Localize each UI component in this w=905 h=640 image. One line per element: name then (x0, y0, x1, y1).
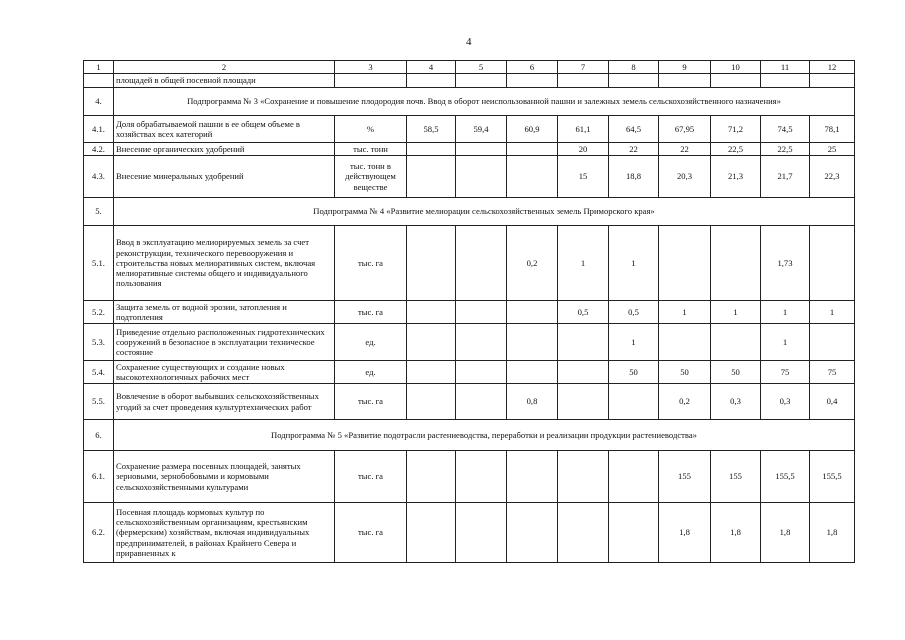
table-row (84, 156, 855, 198)
value-cell: 0,2 (507, 226, 558, 301)
unit-cell: % (335, 116, 407, 143)
indicator-name: Доля обрабатываемой пашни в ее общем объеме в хозяйствах всех категорий (114, 116, 335, 143)
section-number: 6. (84, 420, 114, 451)
indicator-name: Внесение минеральных удобрений (114, 156, 335, 198)
value-cell: 1 (558, 226, 609, 301)
column-header: 8 (609, 61, 659, 74)
row-number: 5.5. (84, 384, 114, 420)
value-cell (609, 503, 659, 563)
value-cell (558, 384, 609, 420)
value-cell (609, 384, 659, 420)
value-cell (456, 451, 507, 503)
value-cell (507, 451, 558, 503)
indicator-name: Сохранение размера посевных площадей, занятых зерновыми, зернобобовыми и кормовыми сельскохозяйственными культурами (114, 451, 335, 503)
row-number: 4.1. (84, 116, 114, 143)
table-row (84, 143, 855, 156)
value-cell (456, 324, 507, 361)
value-cell (407, 156, 456, 198)
value-cell (407, 361, 456, 384)
unit-cell: тыс. га (335, 503, 407, 563)
value-cell: 0,4 (810, 384, 855, 420)
value-cell (456, 301, 507, 324)
indicator-name: Внесение органических удобрений (114, 143, 335, 156)
value-cell: 0,2 (659, 384, 711, 420)
value-cell: 155,5 (810, 451, 855, 503)
unit-cell: тыс. га (335, 226, 407, 301)
indicator-name: Вовлечение в оборот выбывших сельскохозяйственных угодий за счет проведения культуртехнических работ (114, 384, 335, 420)
value-cell (407, 384, 456, 420)
value-cell (711, 226, 761, 301)
value-cell (558, 451, 609, 503)
column-header: 5 (456, 61, 507, 74)
value-cell: 155,5 (761, 451, 810, 503)
table-row (84, 503, 855, 563)
row-number: 6.2. (84, 503, 114, 563)
page-number: 4 (466, 36, 472, 48)
value-cell: 1 (810, 301, 855, 324)
section-number: 4. (84, 88, 114, 116)
unit-cell: тыс. тонн в действующем веществе (335, 156, 407, 198)
value-cell: 75 (761, 361, 810, 384)
value-cell (407, 324, 456, 361)
value-cell (456, 361, 507, 384)
value-cell (407, 503, 456, 563)
value-cell (335, 74, 407, 88)
indicator-name: Ввод в эксплуатацию мелиорируемых земель за счет реконструкции, технического перевооружения и строительства новых мелиоративных систем, включая мелиоративные системы общего и индивидуального пользования (114, 226, 335, 301)
column-header: 7 (558, 61, 609, 74)
value-cell: 22,5 (761, 143, 810, 156)
column-header: 11 (761, 61, 810, 74)
row-number: 5.3. (84, 324, 114, 361)
table-row (84, 324, 855, 361)
value-cell: 78,1 (810, 116, 855, 143)
value-cell: 1,8 (810, 503, 855, 563)
section-number: 5. (84, 198, 114, 226)
value-cell: 1,8 (711, 503, 761, 563)
indicator-name: Посевная площадь кормовых культур по сельскохозяйственным организациям, крестьянским (фермерским) хозяйствам, включая индивидуальных предпринимателей, в районах Крайнего Севера и приравненных к (114, 503, 335, 563)
indicator-name: Сохранение существующих и создание новых высокотехнологичных рабочих мест (114, 361, 335, 384)
table-row (84, 301, 855, 324)
table-row (84, 226, 855, 301)
value-cell (810, 226, 855, 301)
value-cell: 20,3 (659, 156, 711, 198)
value-cell: 58,5 (407, 116, 456, 143)
value-cell: 67,95 (659, 116, 711, 143)
value-cell: 25 (810, 143, 855, 156)
column-header: 9 (659, 61, 711, 74)
value-cell: 64,5 (609, 116, 659, 143)
value-cell (558, 503, 609, 563)
value-cell: 0,5 (558, 301, 609, 324)
column-header: 10 (711, 61, 761, 74)
column-header: 6 (507, 61, 558, 74)
value-cell: 155 (659, 451, 711, 503)
column-header: 1 (84, 61, 114, 74)
value-cell: 0,8 (507, 384, 558, 420)
header-row (84, 61, 855, 74)
unit-cell: тыс. га (335, 451, 407, 503)
value-cell: 22 (609, 143, 659, 156)
indicator-name: Защита земель от водной эрозии, затопления и подтопления (114, 301, 335, 324)
value-cell (407, 143, 456, 156)
value-cell: 50 (609, 361, 659, 384)
section-title: Подпрограмма № 3 «Сохранение и повышение плодородия почв. Ввод в оборот неиспользованной пашни и залежных земель сельскохозяйственного назначения» (114, 88, 855, 116)
value-cell (711, 74, 761, 88)
value-cell: 50 (659, 361, 711, 384)
value-cell (456, 156, 507, 198)
row-number-cell (84, 74, 114, 88)
row-number: 4.3. (84, 156, 114, 198)
value-cell: 1,8 (761, 503, 810, 563)
value-cell: 0,3 (711, 384, 761, 420)
column-header: 12 (810, 61, 855, 74)
value-cell: 1 (659, 301, 711, 324)
value-cell: 75 (810, 361, 855, 384)
value-cell (558, 361, 609, 384)
value-cell (507, 324, 558, 361)
value-cell (810, 74, 855, 88)
value-cell (456, 143, 507, 156)
value-cell (407, 226, 456, 301)
column-header: 2 (114, 61, 335, 74)
value-cell: 61,1 (558, 116, 609, 143)
value-cell: 71,2 (711, 116, 761, 143)
column-header: 4 (407, 61, 456, 74)
unit-cell: ед. (335, 361, 407, 384)
value-cell: 60,9 (507, 116, 558, 143)
value-cell (609, 451, 659, 503)
row-number: 4.2. (84, 143, 114, 156)
value-cell: 1,8 (659, 503, 711, 563)
value-cell: 0,5 (609, 301, 659, 324)
value-cell (711, 324, 761, 361)
section-row (84, 420, 855, 451)
value-cell: 15 (558, 156, 609, 198)
unit-cell: тыс. га (335, 384, 407, 420)
column-header: 3 (335, 61, 407, 74)
value-cell (407, 301, 456, 324)
value-cell (507, 503, 558, 563)
value-cell (659, 74, 711, 88)
value-cell (507, 143, 558, 156)
section-row (84, 198, 855, 226)
value-cell: 0,3 (761, 384, 810, 420)
value-cell (761, 74, 810, 88)
value-cell: 155 (711, 451, 761, 503)
value-cell (456, 503, 507, 563)
table-row (84, 361, 855, 384)
row-number: 5.2. (84, 301, 114, 324)
row-number: 5.4. (84, 361, 114, 384)
indicator-name: Приведение отдельно расположенных гидротехнических сооружений в безопасное в эксплуатации техническое состояние (114, 324, 335, 361)
value-cell (407, 74, 456, 88)
value-cell: 1 (761, 301, 810, 324)
value-cell: 1 (609, 324, 659, 361)
value-cell: 50 (711, 361, 761, 384)
value-cell (659, 226, 711, 301)
value-cell: 18,8 (609, 156, 659, 198)
continuation-row (84, 74, 855, 88)
value-cell (810, 324, 855, 361)
value-cell (507, 361, 558, 384)
table-row (84, 384, 855, 420)
value-cell (507, 74, 558, 88)
row-number: 5.1. (84, 226, 114, 301)
table-body (84, 61, 855, 563)
value-cell: 21,7 (761, 156, 810, 198)
value-cell (456, 226, 507, 301)
value-cell (558, 324, 609, 361)
section-row (84, 88, 855, 116)
value-cell: 22,3 (810, 156, 855, 198)
value-cell (456, 384, 507, 420)
value-cell: 1 (609, 226, 659, 301)
unit-cell: тыс. га (335, 301, 407, 324)
value-cell: 20 (558, 143, 609, 156)
value-cell (558, 74, 609, 88)
value-cell: 21,3 (711, 156, 761, 198)
value-cell (456, 74, 507, 88)
indicators-table (83, 60, 855, 563)
value-cell (659, 324, 711, 361)
table-row (84, 116, 855, 143)
table-row (84, 451, 855, 503)
unit-cell: тыс. тонн (335, 143, 407, 156)
value-cell (407, 451, 456, 503)
row-number: 6.1. (84, 451, 114, 503)
value-cell: 1 (761, 324, 810, 361)
value-cell: 22 (659, 143, 711, 156)
value-cell: 59,4 (456, 116, 507, 143)
value-cell: 22,5 (711, 143, 761, 156)
indicator-name: площадей в общей посевной площади (114, 74, 335, 88)
value-cell: 1 (711, 301, 761, 324)
section-title: Подпрограмма № 4 «Развитие мелиорации сельскохозяйственных земель Приморского края» (114, 198, 855, 226)
value-cell: 74,5 (761, 116, 810, 143)
value-cell (507, 156, 558, 198)
unit-cell: ед. (335, 324, 407, 361)
value-cell (507, 301, 558, 324)
value-cell (609, 74, 659, 88)
value-cell: 1,73 (761, 226, 810, 301)
section-title: Подпрограмма № 5 «Развитие подотрасли растениеводства, переработки и реализации продукции растениеводства» (114, 420, 855, 451)
